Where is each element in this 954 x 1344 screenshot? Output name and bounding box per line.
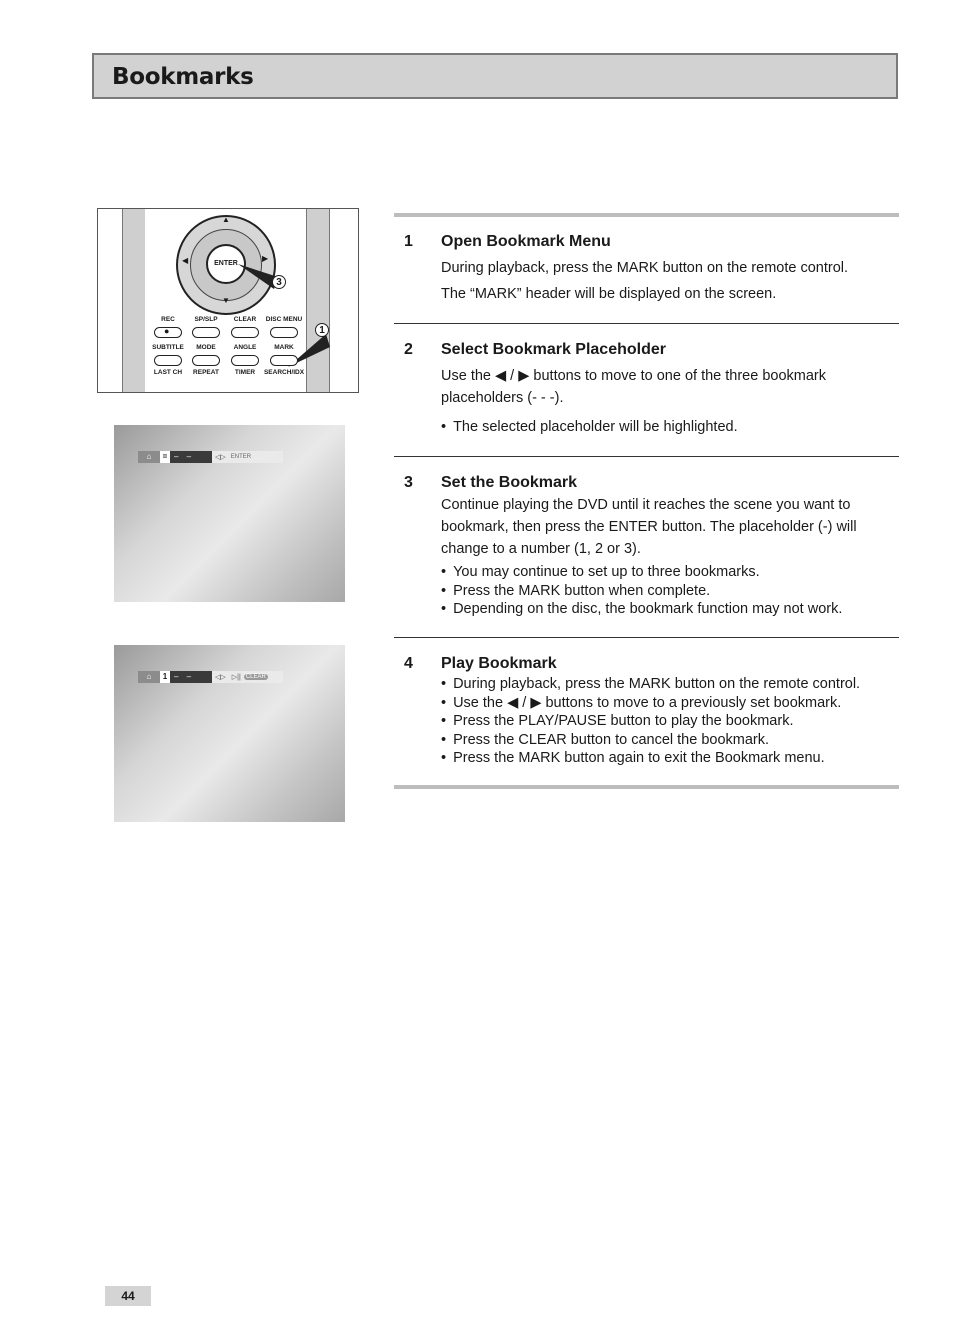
label-search-idx: SEARCH/IDX bbox=[263, 369, 305, 376]
mark-button bbox=[270, 355, 298, 366]
label-timer: TIMER bbox=[234, 369, 256, 376]
osd-placeholders: – – bbox=[170, 451, 212, 463]
label-mark: MARK bbox=[274, 344, 294, 351]
step-number: 4 bbox=[404, 655, 413, 672]
rec-dot-icon: ● bbox=[164, 326, 170, 336]
label-mode: MODE bbox=[196, 344, 216, 351]
osd-number: 1 bbox=[160, 671, 170, 683]
step-number: 2 bbox=[404, 341, 413, 358]
label-angle: ANGLE bbox=[233, 344, 257, 351]
page-title: Bookmarks bbox=[112, 64, 254, 90]
badge-step-3: 3 bbox=[272, 275, 286, 289]
right-arrow-icon: ▶ bbox=[262, 254, 269, 263]
clear-tag: CLEAR bbox=[245, 674, 266, 680]
label-sp-slp: SP/SLP bbox=[194, 316, 218, 323]
step-title: Open Bookmark Menu bbox=[441, 233, 611, 250]
list-item: • Press the CLEAR button to cancel the bookmark. bbox=[441, 731, 901, 750]
section-rule bbox=[394, 323, 899, 324]
bookmark-osd bbox=[138, 671, 283, 683]
list-item: • Press the MARK button when complete. bbox=[441, 582, 901, 601]
tv-screen-set bbox=[114, 425, 345, 602]
label-disc-menu: DISC MENU bbox=[265, 316, 303, 323]
label-repeat: REPEAT bbox=[193, 369, 219, 376]
step-bullets bbox=[441, 418, 901, 437]
list-item: • Depending on the disc, the bookmark function may not work. bbox=[441, 600, 901, 619]
osd-placeholders: – – bbox=[170, 671, 212, 683]
down-arrow-icon: ▼ bbox=[222, 296, 230, 305]
section-rule bbox=[394, 456, 899, 457]
subtitle-button bbox=[154, 355, 182, 366]
pointer-arrows bbox=[98, 209, 359, 393]
angle-button bbox=[231, 355, 259, 366]
bookmark-osd bbox=[138, 451, 283, 463]
clear-button bbox=[231, 327, 259, 338]
sp-slp-button bbox=[192, 327, 220, 338]
title-bar bbox=[92, 53, 898, 99]
step-text: During playback, press the MARK button on the remote control. bbox=[441, 260, 849, 276]
enter-tag: ENTER bbox=[230, 454, 252, 460]
step-2 bbox=[404, 341, 894, 451]
step-title: Play Bookmark bbox=[441, 655, 557, 672]
play-pause-icon: ▷|| bbox=[231, 674, 241, 681]
label-rec: REC bbox=[161, 316, 175, 323]
step-bullets bbox=[441, 563, 901, 619]
list-item: • Press the PLAY/PAUSE button to play the bookmark. bbox=[441, 712, 901, 731]
nav-arrows-icon: ◁▷ bbox=[215, 454, 226, 461]
page-number: 44 bbox=[105, 1286, 151, 1306]
step-3 bbox=[404, 474, 894, 634]
step-4 bbox=[404, 655, 894, 780]
label-last-ch: LAST CH bbox=[153, 369, 183, 376]
section-rule-bottom bbox=[394, 785, 899, 789]
label-clear: CLEAR bbox=[233, 316, 257, 323]
step-text: Use the ◀ / ▶ buttons to move to one of the three bookmark placeholders (- - -). bbox=[441, 368, 827, 406]
step-1 bbox=[404, 233, 894, 313]
bookmark-icon: ⌂ bbox=[138, 451, 160, 463]
bookmark-icon: ⌂ bbox=[138, 671, 160, 683]
step-text: Continue playing the DVD until it reaches the scene you want to bookmark, then press the ENTER button. The placeholder (-) will change to a number (1, 2 or 3). bbox=[441, 497, 857, 557]
label-subtitle: SUBTITLE bbox=[152, 344, 184, 351]
nav-arrows-icon: ◁▷ bbox=[215, 674, 226, 681]
list-item: • The selected placeholder will be highlighted. bbox=[441, 418, 901, 437]
step-title: Set the Bookmark bbox=[441, 474, 578, 491]
badge-step-1: 1 bbox=[315, 323, 329, 337]
disc-menu-button bbox=[270, 327, 298, 338]
section-rule-top bbox=[394, 213, 899, 217]
tv-screen-play bbox=[114, 645, 345, 822]
up-arrow-icon: ▲ bbox=[222, 215, 230, 224]
osd-number: = bbox=[160, 451, 170, 463]
remote-illustration bbox=[97, 208, 359, 393]
list-item: • Use the ◀ / ▶ buttons to move to a previously set bookmark. bbox=[441, 694, 901, 713]
list-item: • During playback, press the MARK button on the remote control. bbox=[441, 675, 901, 694]
mode-button bbox=[192, 355, 220, 366]
step-number: 3 bbox=[404, 474, 413, 491]
list-item: • You may continue to set up to three bookmarks. bbox=[441, 563, 901, 582]
enter-button: ENTER bbox=[206, 244, 246, 284]
step-bullets bbox=[441, 675, 901, 768]
left-arrow-icon: ◀ bbox=[182, 256, 189, 265]
step-number: 1 bbox=[404, 233, 413, 250]
list-item: • Press the MARK button again to exit the Bookmark menu. bbox=[441, 749, 901, 768]
step-text: The “MARK” header will be displayed on the screen. bbox=[441, 286, 777, 302]
section-rule bbox=[394, 637, 899, 638]
step-title: Select Bookmark Placeholder bbox=[441, 341, 666, 358]
